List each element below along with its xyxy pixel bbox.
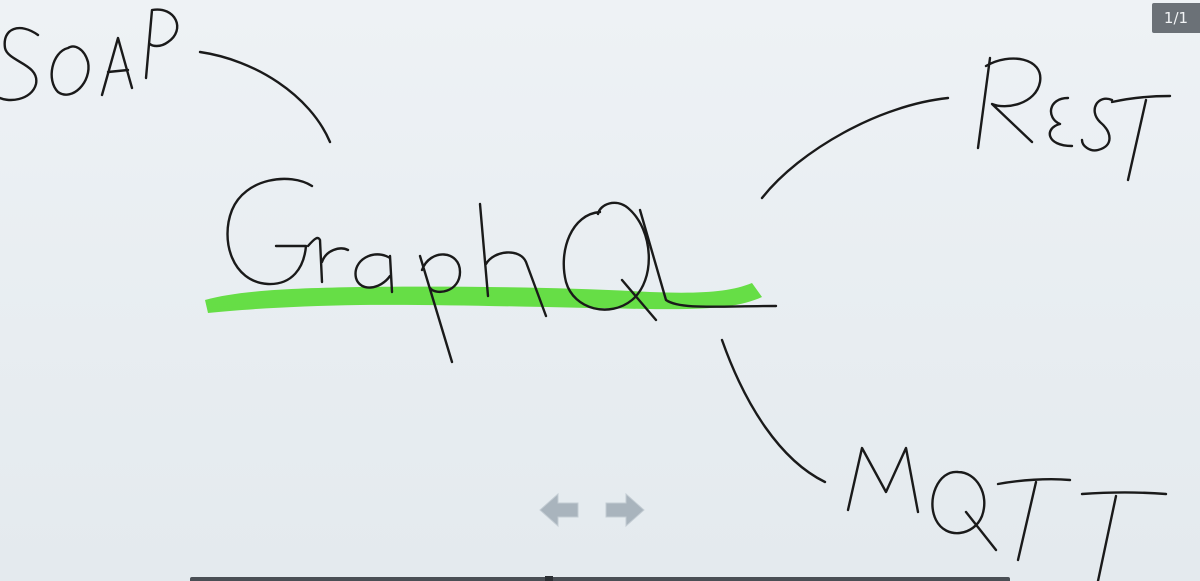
bottom-toolbar-handle[interactable] <box>545 576 553 581</box>
connector-mqtt <box>722 340 825 482</box>
bottom-toolbar-edge[interactable] <box>190 577 1010 581</box>
previous-page-button[interactable] <box>538 490 582 530</box>
left-arrow-icon <box>538 490 582 530</box>
connector-rest <box>762 98 948 198</box>
page-navigation <box>538 490 648 530</box>
handwriting-graphql <box>228 179 777 362</box>
handwriting-mqtt <box>848 448 1166 581</box>
connector-soap <box>200 52 330 142</box>
next-page-button[interactable] <box>602 490 646 530</box>
highlighter-stroke <box>205 283 762 313</box>
right-arrow-icon <box>602 490 646 530</box>
handwriting-soap <box>0 10 177 100</box>
handwriting-rest <box>978 58 1170 180</box>
page-indicator: 1/1 <box>1152 3 1200 33</box>
